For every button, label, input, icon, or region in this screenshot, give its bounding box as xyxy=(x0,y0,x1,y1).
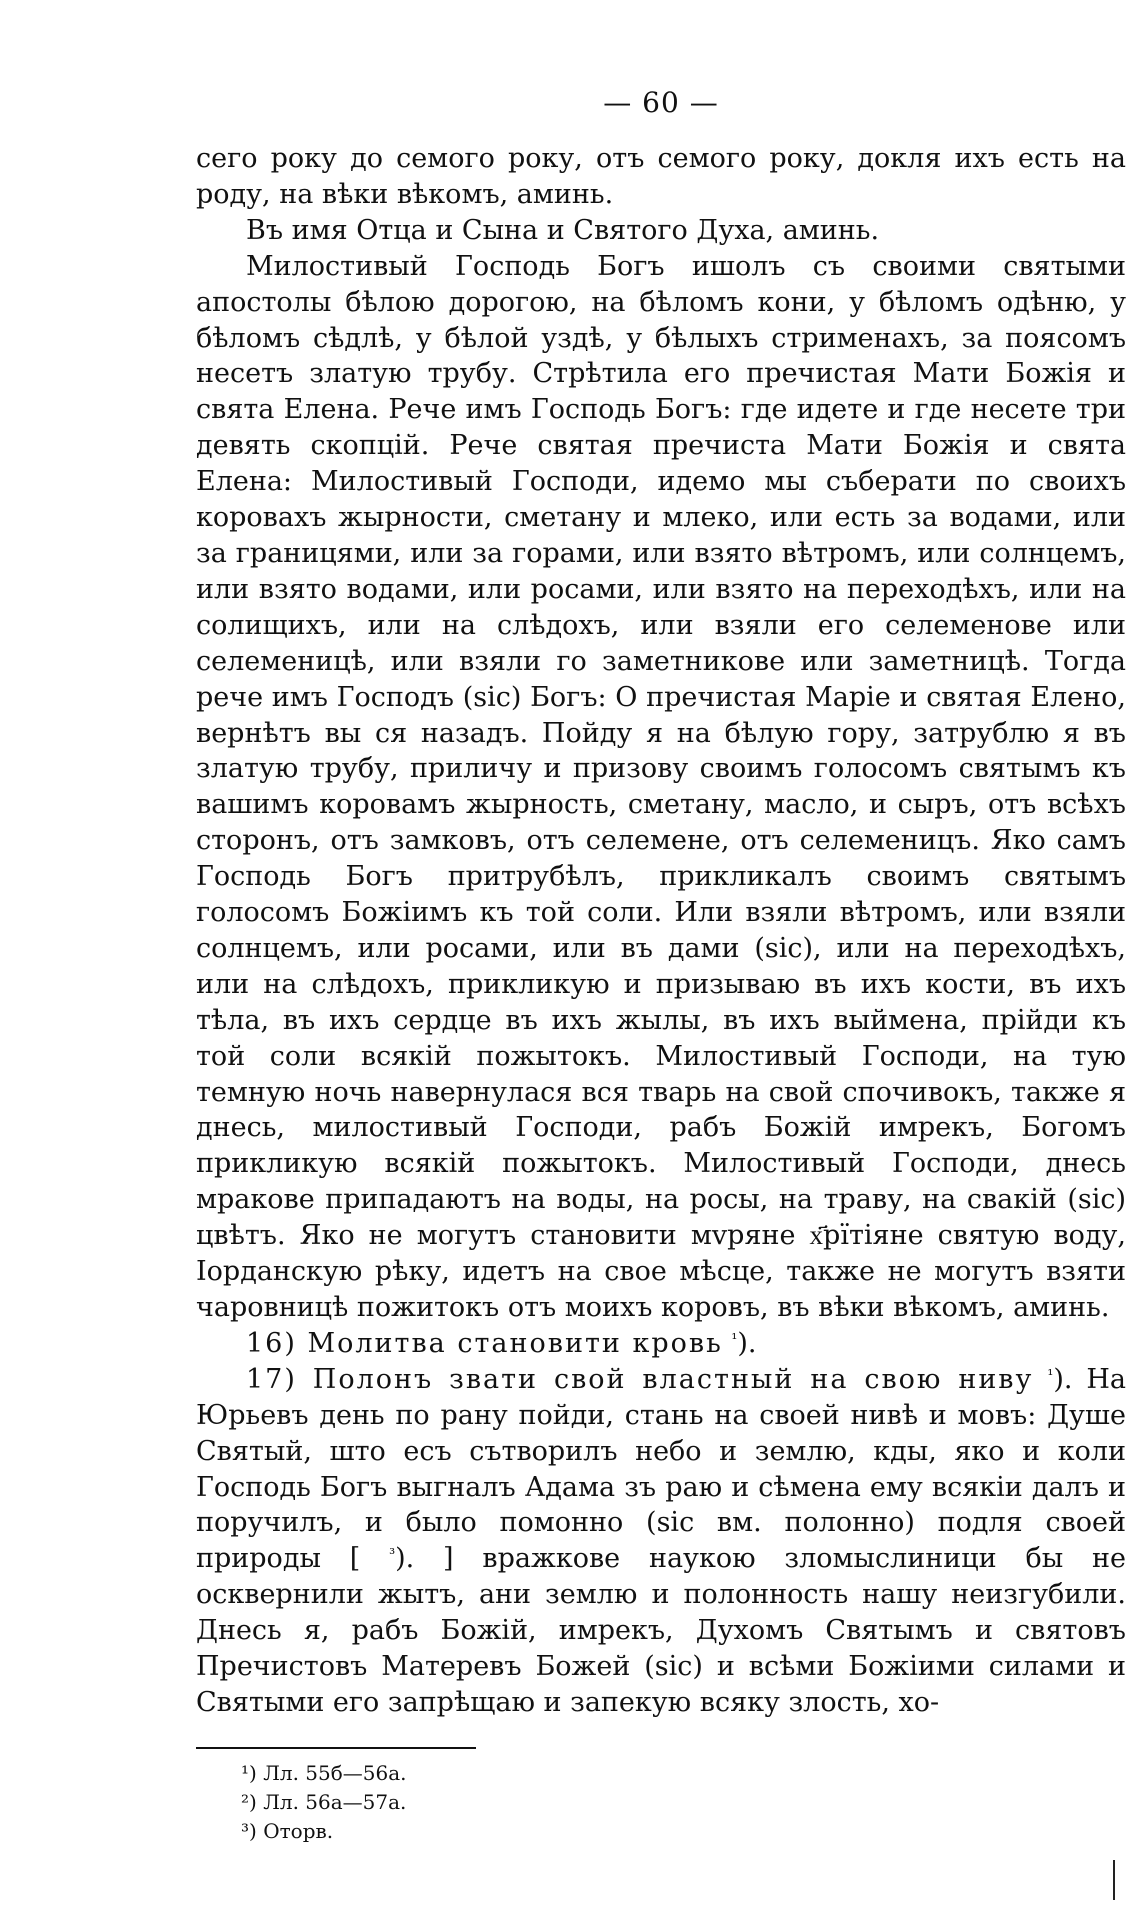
main-text xyxy=(196,141,1126,1721)
footnote-ref-3: ³ xyxy=(389,1545,396,1564)
footnote-mark: ¹) xyxy=(241,1760,257,1785)
paragraph-1: сего року до семого року, отъ семого року, докля ихъ есть на роду, на вѣки вѣкомъ, аминь. xyxy=(196,143,1126,210)
footnote-text: Оторв. xyxy=(263,1818,334,1843)
footnote-divider xyxy=(196,1747,476,1749)
prayer-17-title: 17) Полонъ звати свой властный на свою ниву xyxy=(246,1363,1034,1395)
paragraph-2: Въ имя Отца и Сына и Святого Духа, аминь. xyxy=(246,214,880,246)
footnote-1 xyxy=(241,1759,1126,1788)
footnote-2 xyxy=(241,1788,1126,1817)
footnote-text: Лл. 56а—57а. xyxy=(263,1789,407,1814)
prayer-17-text: ). На Юрьевъ день по рану пойди, стань на своей нивѣ и мовъ: Душе Святый, што есъ сътворилъ небо и землю, кды, яко и коли Господь Богъ выгналъ Адама зъ раю и сѣмена ему всякіи далъ и поручилъ, и было помонно (sic вм. полонно) подля своей природы [ xyxy=(196,1363,1127,1575)
prayer-16-title: 16) Молитва становити кровь xyxy=(246,1327,723,1359)
footnote-text: Лл. 55б—56а. xyxy=(263,1760,407,1785)
footnote-ref-2: ¹ xyxy=(1047,1365,1054,1384)
prayer-17-text-cont: ). ] вражкове наукою зломыслиници бы не осквернили жытъ, ани землю и полонность нашу неизгубили. Днесь я, рабъ Божій, имрекъ, Духомъ Святымъ и святовъ Пречистовъ Матеревъ Божей (sic) и всѣми Божіими силами и Святыми его запрѣщаю и запекую всяку злость, хо- xyxy=(196,1543,1126,1718)
paragraph-16 xyxy=(196,1326,1126,1362)
prayer-16-end: ). xyxy=(737,1327,757,1359)
footnote-3 xyxy=(241,1817,1126,1846)
footnote-mark: ²) xyxy=(241,1789,257,1814)
page-number: — 60 — xyxy=(603,86,719,119)
footnotes xyxy=(196,1759,1126,1846)
page xyxy=(196,85,1126,1846)
footnote-mark: ³) xyxy=(241,1818,257,1843)
paragraph-17 xyxy=(196,1362,1126,1721)
paragraph-3: Милостивый Господь Богъ ишолъ съ своими святыми апостолы бѣлою дорогою, на бѣломъ кони, у бѣломъ одѣню, у бѣломъ сѣдлѣ, у бѣлой уздѣ, у бѣлыхъ стрименахъ, за поясомъ несетъ златую трубу. Стрѣтила его пречистая Мати Божія и свята Елена. Рече имъ Господь Богъ: где идете и где несете три девять скопцій. Рече святая пречиста Мати Божія и свята Елена: Милостивый Господи, идемо мы съберати по своихъ коровахъ жырности, сметану и млеко, или есть за водами, или за границями, или за горами, или взято вѣтромъ, или солнцемъ, или взято водами, или росами, или взято на переходѣхъ, или на солищихъ, или на слѣдохъ, или взяли его селеменове или селеменицѣ, или взяли го заметникове или заметницѣ. Тогда рече имъ Господъ (sic) Богъ: О пречистая Маріе и святая Елено, вернѣтъ вы ся назадъ. Пойду я на бѣлую гору, затрублю я въ златую трубу, приличу и призову своимъ голосомъ святымъ къ вашимъ коровамъ жырность, сметану, масло, и сыръ, отъ всѣхъ сторонъ, отъ замковъ, отъ селемене, отъ селеменицъ. Яко самъ Господь Богъ притрубѣлъ, прикликалъ своимъ святымъ голосомъ Божіимъ къ той соли. Или взяли вѣтромъ, или взяли солнцемъ, или росами, или въ дами (sic), или на переходѣхъ, или на слѣдохъ, прикликую и призываю въ ихъ кости, въ ихъ тѣла, въ ихъ сердце въ ихъ жылы, въ ихъ выймена, прійди къ той соли всякій пожытокъ. Милостивый Господи, на тую темную ночь навернулася вся тварь на свой спочивокъ, также я днесь, милостивый Господи, рабъ Божій имрекъ, Богомъ прикликую всякій пожытокъ. Милостивый Господи, днесь мракове припадаютъ на воды, на росы, на траву, на свакій (sic) цвѣтъ. Яко не могутъ становити мvряне х҃рїтiяне святую воду, Іорданскую рѣку, идетъ на свое мѣсце, также не могутъ взяти чаровницѣ пожитокъ отъ моихъ коровъ, въ вѣки вѣкомъ, аминь. xyxy=(196,250,1126,1323)
scan-edge-mark xyxy=(1113,1860,1115,1900)
footnote-ref-1: ¹ xyxy=(731,1329,738,1348)
